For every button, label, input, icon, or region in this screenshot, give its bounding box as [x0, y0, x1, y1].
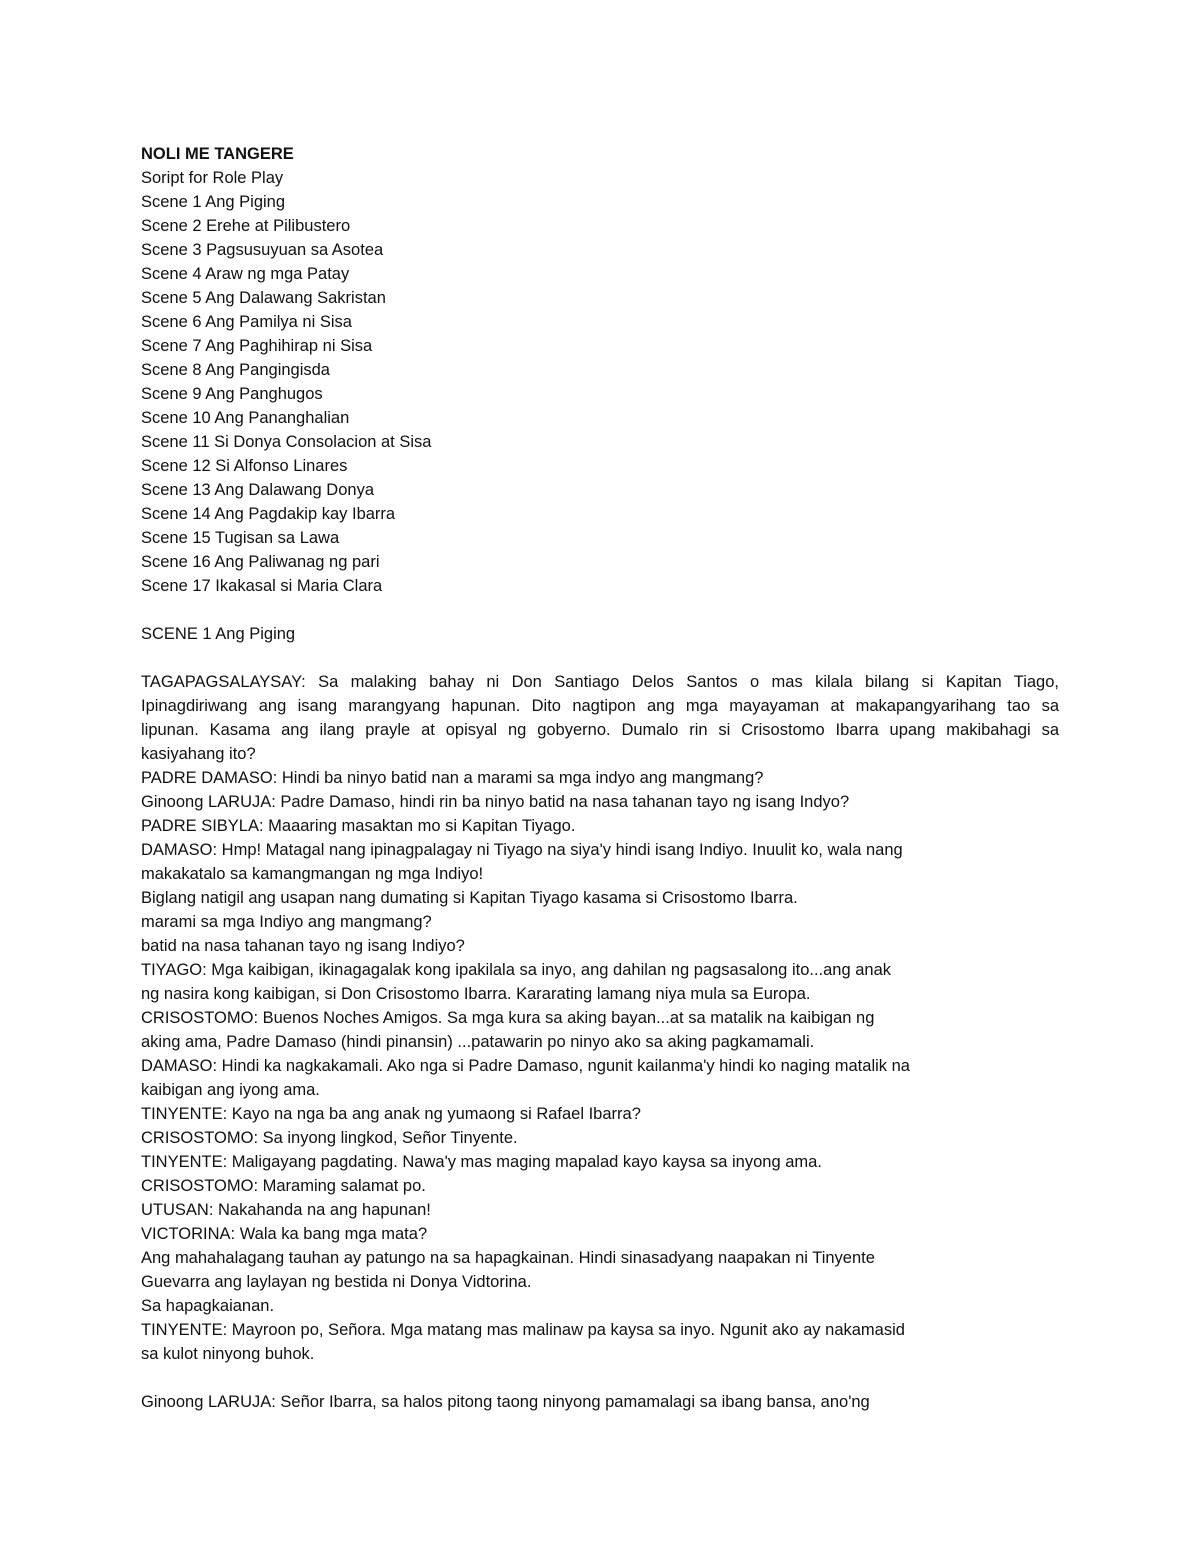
document-title: NOLI ME TANGERE	[141, 145, 294, 163]
spacer	[141, 598, 1059, 622]
dialogue-line: Ang mahahalagang tauhan ay patungo na sa hapagkainan. Hindi sinasadyang naapakan ni Tinyente	[141, 1249, 875, 1267]
narration-line: TAGAPAGSALAYSAY: Sa malaking bahay ni Don Santiago Delos Santos o mas kilala bilang si Kapitan Tiago,	[141, 673, 1059, 691]
dialogue-line: TINYENTE: Kayo na nga ba ang anak ng yumaong si Rafael Ibarra?	[141, 1105, 641, 1123]
dialogue-line: Sa hapagkaianan.	[141, 1297, 275, 1315]
dialogue-line: sa kulot ninyong buhok.	[141, 1345, 315, 1363]
scene-list-item: Scene 15 Tugisan sa Lawa	[141, 529, 340, 547]
dialogue-line: CRISOSTOMO: Buenos Noches Amigos. Sa mga kura sa aking bayan...at sa matalik na kaibigan ng	[141, 1009, 875, 1027]
spacer	[141, 646, 1059, 670]
scene-list-item: Scene 10 Ang Pananghalian	[141, 409, 350, 427]
dialogue-line: PADRE DAMASO: Hindi ba ninyo batid nan a marami sa mga indyo ang mangmang?	[141, 769, 764, 787]
scene-list-item: Scene 11 Si Donya Consolacion at Sisa	[141, 433, 432, 451]
scene-list-item: Scene 2 Erehe at Pilibustero	[141, 217, 351, 235]
section-heading: SCENE 1 Ang Piging	[141, 625, 296, 643]
dialogue-line: TIYAGO: Mga kaibigan, ikinagagalak kong ipakilala sa inyo, ang dahilan ng pagsasalong ito...ang anak	[141, 961, 892, 979]
dialogue-line: Guevarra ang laylayan ng bestida ni Donya Vidtorina.	[141, 1273, 532, 1291]
dialogue-line: batid na nasa tahanan tayo ng isang Indiyo?	[141, 937, 465, 955]
scene-list-item: Scene 13 Ang Dalawang Donya	[141, 481, 374, 499]
scene-list-item: Scene 14 Ang Pagdakip kay Ibarra	[141, 505, 396, 523]
scene-list-item: Scene 7 Ang Paghihirap ni Sisa	[141, 337, 373, 355]
scene-list-item: Scene 5 Ang Dalawang Sakristan	[141, 289, 386, 307]
document-page	[141, 142, 1059, 1414]
dialogue-line: makakatalo sa kamangmangan ng mga Indiyo!	[141, 865, 484, 883]
dialogue-line: ng nasira kong kaibigan, si Don Crisostomo Ibarra. Kararating lamang niya mula sa Europa.	[141, 985, 811, 1003]
document-subtitle: Soript for Role Play	[141, 169, 284, 187]
dialogue-line: CRISOSTOMO: Maraming salamat po.	[141, 1177, 426, 1195]
dialogue-line: marami sa mga Indiyo ang mangmang?	[141, 913, 432, 931]
dialogue-line: aking ama, Padre Damaso (hindi pinansin) ...patawarin po ninyo ako sa aking pagkamamali.	[141, 1033, 815, 1051]
scene-list-item: Scene 16 Ang Paliwanag ng pari	[141, 553, 380, 571]
narration-line: kasiyahang ito?	[141, 745, 256, 763]
dialogue-line: PADRE SIBYLA: Maaaring masaktan mo si Kapitan Tiyago.	[141, 817, 576, 835]
dialogue-line: kaibigan ang iyong ama.	[141, 1081, 320, 1099]
dialogue-line: CRISOSTOMO: Sa inyong lingkod, Señor Tinyente.	[141, 1129, 518, 1147]
scene-list-item: Scene 6 Ang Pamilya ni Sisa	[141, 313, 352, 331]
scene-list-item: Scene 4 Araw ng mga Patay	[141, 265, 350, 283]
narration-paragraph	[141, 670, 1059, 766]
dialogue-line: VICTORINA: Wala ka bang mga mata?	[141, 1225, 428, 1243]
scene-list-item: Scene 1 Ang Piging	[141, 193, 286, 211]
scene-list-item: Scene 17 Ikakasal si Maria Clara	[141, 577, 383, 595]
dialogue-line: DAMASO: Hindi ka nagkakamali. Ako nga si Padre Damaso, ngunit kailanma'y hindi ko naging matalik na	[141, 1057, 910, 1075]
dialogue-block	[141, 766, 1059, 1366]
scene-list-item: Scene 12 Si Alfonso Linares	[141, 457, 348, 475]
dialogue-line: UTUSAN: Nakahanda na ang hapunan!	[141, 1201, 431, 1219]
dialogue-line: TINYENTE: Maligayang pagdating. Nawa'y mas maging mapalad kayo kaysa sa inyong ama.	[141, 1153, 822, 1171]
dialogue-line: DAMASO: Hmp! Matagal nang ipinagpalagay ni Tiyago na siya'y hindi isang Indiyo. Inuulit ko, wala nang	[141, 841, 903, 859]
narration-line: Ipinagdiriwang ang isang marangyang hapunan. Dito nagtipon ang mga mayayaman at makapangyarihang tao sa	[141, 697, 1059, 715]
narration-line: lipunan. Kasama ang ilang prayle at opisyal ng gobyerno. Dumalo rin si Crisostomo Ibarra upang makibahagi sa	[141, 721, 1059, 739]
dialogue-line: Biglang natigil ang usapan nang dumating si Kapitan Tiyago kasama si Crisostomo Ibarra.	[141, 889, 798, 907]
scene-list-item: Scene 9 Ang Panghugos	[141, 385, 323, 403]
dialogue-line: Ginoong LARUJA: Padre Damaso, hindi rin ba ninyo batid na nasa tahanan tayo ng isang Indyo?	[141, 793, 850, 811]
scene-list	[141, 190, 1059, 598]
scene-list-item: Scene 8 Ang Pangingisda	[141, 361, 330, 379]
scene-list-item: Scene 3 Pagsusuyuan sa Asotea	[141, 241, 384, 259]
spacer	[141, 1366, 1059, 1390]
dialogue-line: TINYENTE: Mayroon po, Señora. Mga matang mas malinaw pa kaysa sa inyo. Ngunit ako ay nakamasid	[141, 1321, 905, 1339]
closing-line: Ginoong LARUJA: Señor Ibarra, sa halos pitong taong ninyong pamamalagi sa ibang bansa, ano'ng	[141, 1393, 870, 1411]
